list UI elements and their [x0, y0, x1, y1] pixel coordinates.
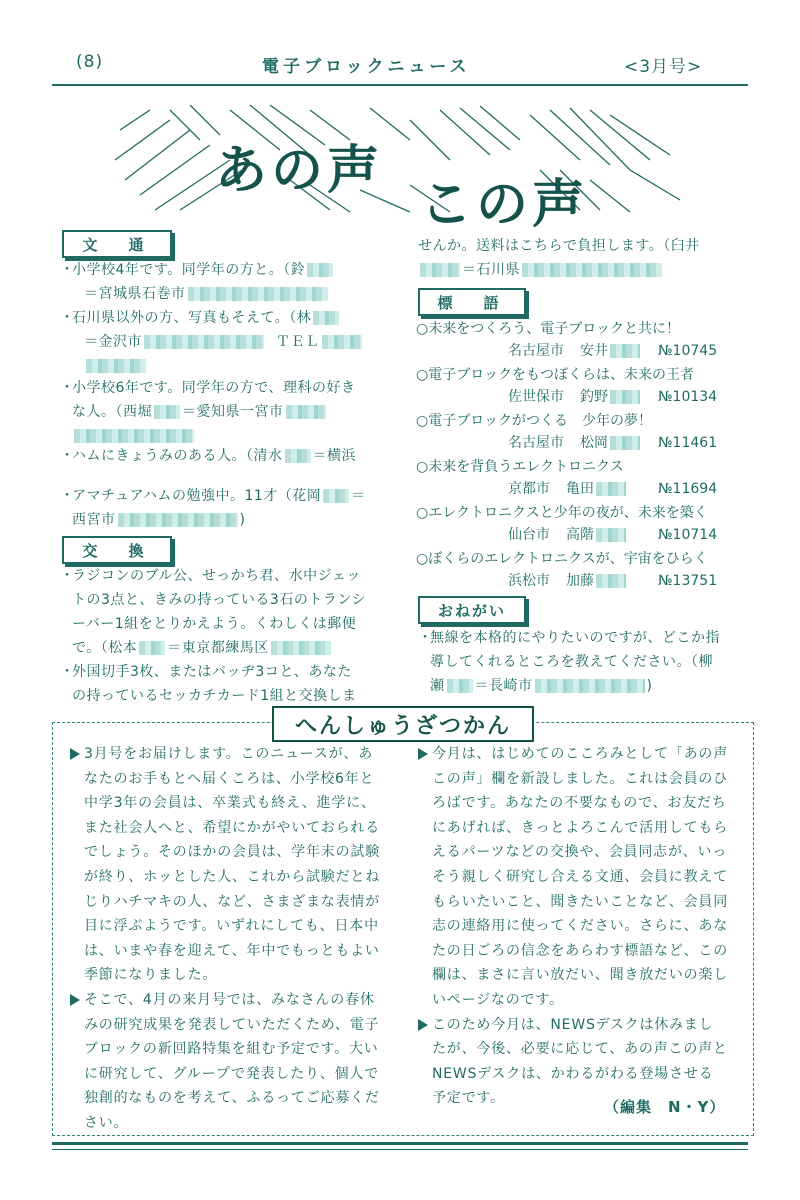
section-exchange: 交 換 [62, 536, 172, 564]
member-number: №10714 [658, 527, 718, 543]
circle-bullet-icon: ○ [416, 551, 429, 567]
editorial-text: また社会人へと、希望にかがやいておられる [84, 819, 380, 836]
editorial-text: この声」欄を新設しました。これは会員のひ [432, 770, 728, 787]
slogan-author [508, 524, 718, 546]
editorial-text: 今月は、はじめてのこころみとして「あの声 [432, 746, 728, 762]
section-slogans: 標 語 [418, 288, 526, 316]
title-part-2: この声 [420, 174, 589, 235]
editorial-line [70, 742, 400, 767]
slogan-name: 釣野 [580, 389, 608, 405]
slogan-line [416, 318, 680, 340]
editorial-text: そう親しく研究し合える文通、会員に教えて [432, 868, 728, 885]
footer-rule-thin [52, 1149, 748, 1150]
editorial-line [70, 865, 400, 890]
editorial-text: このため今月は、NEWSデスクは休みまし [432, 1016, 714, 1033]
editorial-line [418, 914, 748, 939]
exchange-continuation: せんか。送料はこちらで負担します。（臼井 ＝石川県 [418, 238, 700, 278]
footer-rule [52, 1142, 748, 1145]
slogan-author [508, 478, 718, 500]
editorial-text: ろばです。あなたの不要なもので、お友だち [432, 795, 727, 812]
slogan-author [508, 432, 718, 454]
slogan-text: エレクトロニクスと少年の夜が、未来を築く [428, 505, 708, 521]
slogan-name: 松岡 [580, 435, 608, 451]
editorial-line [418, 865, 748, 890]
editorial-text: 志の連絡用に使ってください。さらに、あな [432, 918, 728, 935]
editorial-line [418, 767, 748, 792]
slogan-text: 未来を背負うエレクトロニクス [428, 459, 624, 475]
editorial-text: じりハチマキの人、など、さまざまな表情が [84, 893, 380, 910]
page-number: (8) [76, 52, 104, 72]
slogan-author [508, 386, 718, 408]
editorial-text: 目に浮ぶようです。いずれにしても、日本中 [84, 918, 379, 935]
editorial-title: へんしゅうざつかん [272, 706, 534, 742]
editorial-text: たが、今後、必要に応じて、あの声この声と [432, 1041, 728, 1058]
triangle-bullet-icon [418, 1019, 428, 1031]
editorial-text: にあげれば、きっとよろこんで活用してもら [432, 819, 728, 836]
slogan-text: ぼくらのエレクトロニクスが、宇宙をひらく [428, 551, 708, 567]
editorial-line [70, 791, 400, 816]
editorial-line [70, 1062, 400, 1087]
slogan-city: 京都市 [508, 481, 550, 497]
slogan-line [416, 548, 708, 570]
editorial-text: でしょう。そのほかの会員は、学年末の試験 [84, 844, 380, 861]
editorial-line [418, 988, 748, 1013]
triangle-bullet-icon [70, 748, 80, 760]
slogan-city: 佐世保市 [508, 389, 564, 405]
list-item: ・ラジコンのブル公、せっかち君、水中ジェッ トの3点と、きみの持っている3石のトランシ ーバー1組をとりかえよう。くわしくは郵便 で。（松本 ＝東京都練馬区 [60, 568, 366, 656]
editorial-line [70, 816, 400, 841]
slogan-text: 未来をつくろう、電子ブロックと共に！ [428, 321, 680, 337]
member-number: №13751 [658, 573, 718, 589]
slogan-city: 名古屋市 [508, 343, 564, 359]
title-part-1: あの声 [215, 140, 384, 201]
slogan-name: 高階 [566, 527, 594, 543]
list-item: ・アマチュアハムの勉強中。11才（花岡 ＝ 西宮市 ) [60, 488, 366, 528]
editorial-text: 欄は、まさに言い放だい、聞き放だいの楽し [432, 967, 728, 984]
circle-bullet-icon: ○ [416, 321, 429, 337]
list-item: ・無線を本格的にやりたいのですが、どこか指 導してくれるところを教えてください。（柳 瀬 ＝長崎市 ) [418, 630, 720, 694]
editorial-line [418, 890, 748, 915]
editorial-line [418, 1013, 748, 1038]
editorial-line [418, 939, 748, 964]
editorial-text: もらいたいこと、聞きたいことなど、会員同 [432, 893, 728, 910]
editorial-text: に研究して、グループで発表したり、個人で [84, 1065, 380, 1082]
slogan-author [508, 340, 718, 362]
section-correspondence: 文 通 [62, 230, 172, 258]
list-item: ・小学校6年です。同学年の方で、理科の好き な人。（西堀 ＝愛知県一宮市 [60, 376, 390, 448]
editorial-line [70, 939, 400, 964]
section-request: おねがい [418, 596, 526, 624]
editorial-line [418, 791, 748, 816]
editorial-text: 独創的なものを考えて、ふるってご応募くだ [84, 1090, 380, 1107]
editorial-text: が終り、ホッとした人、これから試験だとね [84, 868, 380, 885]
editorial-text: 季節になりました。 [84, 967, 218, 984]
editorial-text: 予定です。 [432, 1090, 505, 1107]
editorial-line [70, 767, 400, 792]
list-item: ・外国切手3枚、またはバッヂ3コと、あなた の持っているセッカチカード1組と交換しま [60, 664, 357, 704]
main-title-block [110, 100, 690, 235]
slogan-text: 電子ブロックがつくる 少年の夢！ [428, 413, 652, 429]
editorial-line [70, 988, 400, 1013]
editorial-line [418, 742, 748, 767]
circle-bullet-icon: ○ [416, 367, 429, 383]
member-number: №11461 [658, 435, 718, 451]
hatch-decoration [110, 100, 690, 218]
header-rule [52, 84, 748, 86]
slogan-line [416, 456, 624, 478]
editorial-text: 3月号をお届けします。このニュースが、あ [84, 746, 374, 762]
slogan-line [416, 410, 652, 432]
slogan-author [508, 570, 718, 592]
slogan-name: 亀田 [566, 481, 594, 497]
list-item: ・石川県以外の方、写真もそえて。（林 ＝金沢市 ＴＥＬ [60, 306, 390, 378]
editorial-line [418, 816, 748, 841]
editorial-line [70, 1037, 400, 1062]
editorial-line [418, 1037, 748, 1062]
editorial-text: たの日ごろの信念をあらわす標語など、この [432, 942, 728, 959]
editorial-text: いページなのです。 [432, 991, 564, 1008]
editorial-left-column [70, 742, 400, 1136]
editorial-line [418, 1062, 748, 1087]
editorial-text: なたのお手もとへ届くころは、小学校6年と [84, 770, 375, 787]
slogan-line [416, 502, 708, 524]
editorial-text: ブロックの新回路特集を組む予定です。大い [84, 1041, 379, 1058]
member-number: №10134 [658, 389, 718, 405]
editorial-text: は、いまや春を迎えて、年中でもっともよい [84, 942, 380, 959]
editorial-line [70, 1111, 400, 1136]
editorial-line [70, 1013, 400, 1038]
circle-bullet-icon: ○ [416, 413, 429, 429]
newsletter-title: 電子ブロックニュース [262, 57, 471, 77]
editorial-text: みの研究成果を発表していただくため、電子 [84, 1016, 380, 1033]
member-number: №11694 [658, 481, 718, 497]
slogan-city: 名古屋市 [508, 435, 564, 451]
editorial-line [418, 963, 748, 988]
circle-bullet-icon: ○ [416, 505, 429, 521]
slogan-city: 仙台市 [508, 527, 550, 543]
member-number: №10745 [658, 343, 718, 359]
list-item: ・小学校4年です。同学年の方と。（鈴 ＝宮城県石巻市 [60, 258, 390, 306]
slogan-name: 安井 [580, 343, 608, 359]
editorial-text: えるパーツなどの交換や、会員同志が、いっ [432, 844, 728, 861]
slogan-text: 電子ブロックをもつぼくらは、未来の王者 [428, 367, 694, 383]
slogan-line [416, 364, 694, 386]
editorial-text: そこで、4月の来月号では、みなさんの春休 [84, 991, 375, 1008]
triangle-bullet-icon [418, 748, 428, 760]
editorial-text: NEWSデスクは、かわるがわる登場させる [432, 1065, 714, 1082]
issue-label: <3月号> [624, 57, 703, 77]
editorial-line [70, 840, 400, 865]
triangle-bullet-icon [70, 994, 80, 1006]
editorial-text: さい。 [84, 1114, 129, 1131]
editorial-signature: （編集 N・Y） [604, 1098, 726, 1116]
list-item: ・ハムにきょうみのある人。（清水 ＝横浜 [60, 448, 356, 464]
editorial-line [70, 914, 400, 939]
slogan-city: 浜松市 [508, 573, 550, 589]
circle-bullet-icon: ○ [416, 459, 429, 475]
slogan-name: 加藤 [566, 573, 594, 589]
editorial-line [418, 840, 748, 865]
editorial-line [70, 1086, 400, 1111]
editorial-right-column [418, 742, 748, 1111]
editorial-line [70, 890, 400, 915]
editorial-text: 中学3年の会員は、卒業式も終え、進学に、 [84, 795, 376, 812]
editorial-line [70, 963, 400, 988]
